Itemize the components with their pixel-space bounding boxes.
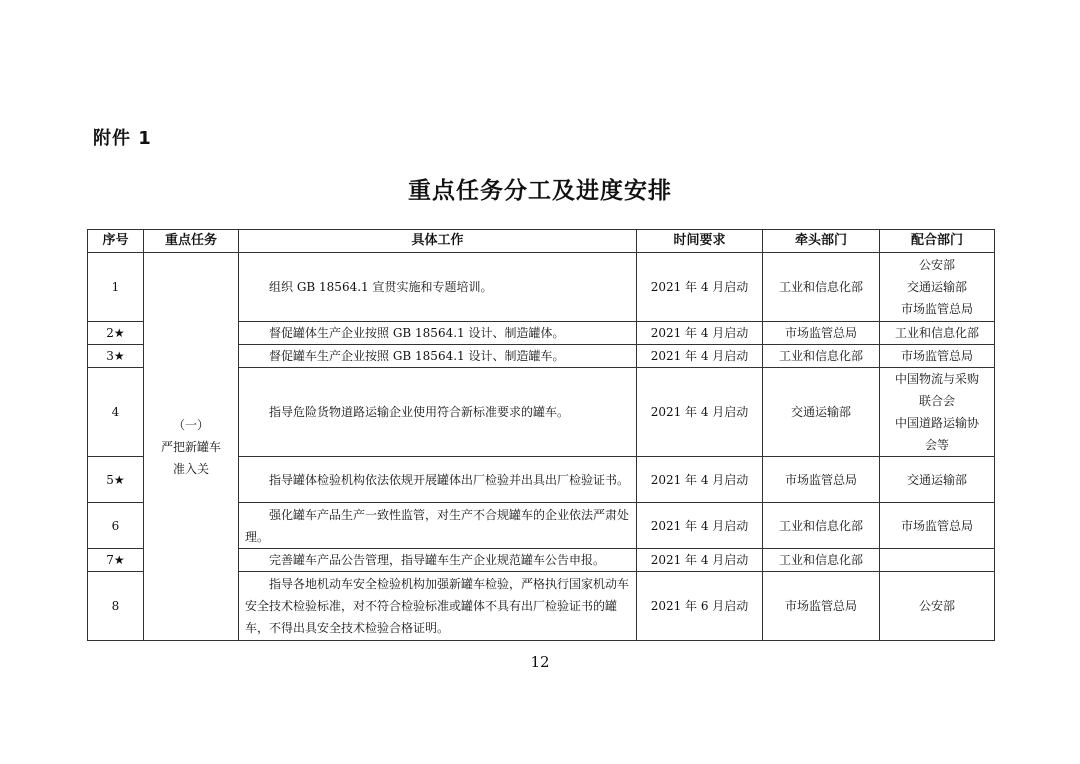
row-lead: 工业和信息化部 [763,345,880,368]
cooperate-dept: 交通运输部 [906,280,967,294]
row-seq: 2★ [88,322,144,345]
header-task: 重点任务 [144,230,239,253]
row-time: 2021 年 6 月启动 [637,572,763,641]
row-work: 完善罐车产品公告管理，指导罐车生产企业规范罐车公告申报。 [239,549,637,572]
row-work: 强化罐车产品生产一致性监管，对生产不合规罐车的企业依法严肃处理。 [239,503,637,549]
task-table [87,229,995,641]
row-time: 2021 年 4 月启动 [637,322,763,345]
row-work: 指导各地机动车安全检验机构加强新罐车检验，严格执行国家机动车安全技术检验标准，对不符合检验标准或罐体不具有出厂检验证书的罐车，不得出具安全技术检验合格证明。 [239,572,637,641]
row-cooperate [880,368,995,457]
row-seq: 1 [88,253,144,322]
document-title: 重点任务分工及进度安排 [408,178,672,204]
cooperate-dept: 会等 [924,438,949,452]
row-time: 2021 年 4 月启动 [637,345,763,368]
row-lead: 工业和信息化部 [763,253,880,322]
row-cooperate [880,253,995,322]
cooperate-dept: 公安部 [918,258,955,272]
row-seq: 5★ [88,457,144,503]
row-cooperate [880,549,995,572]
cooperate-dept: 工业和信息化部 [894,326,979,340]
cooperate-dept: 联合会 [918,394,955,408]
row-cooperate [880,322,995,345]
row-lead: 工业和信息化部 [763,503,880,549]
page-number: 12 [530,653,550,671]
header-lead: 牵头部门 [763,230,880,253]
header-seq: 序号 [88,230,144,253]
row-lead: 市场监管总局 [763,457,880,503]
task-group-name-line2: 准入关 [172,461,209,476]
row-lead: 市场监管总局 [763,322,880,345]
row-lead: 交通运输部 [763,368,880,457]
task-group-cell [144,253,239,641]
cooperate-dept: 交通运输部 [906,472,967,487]
row-work: 指导罐体检验机构依法依规开展罐体出厂检验并出具出厂检验证书。 [239,457,637,503]
cooperate-dept: 市场监管总局 [900,349,973,363]
row-time: 2021 年 4 月启动 [637,368,763,457]
task-group-number: （一） [172,417,209,432]
header-cooperate: 配合部门 [880,230,995,253]
row-seq: 7★ [88,549,144,572]
task-table-body [88,253,995,641]
row-cooperate [880,345,995,368]
row-seq: 8 [88,572,144,641]
table-header-row [88,230,995,253]
row-time: 2021 年 4 月启动 [637,503,763,549]
row-work: 指导危险货物道路运输企业使用符合新标准要求的罐车。 [239,368,637,457]
cooperate-dept: 公安部 [918,599,955,613]
cooperate-dept: 中国物流与采购 [894,372,979,386]
row-time: 2021 年 4 月启动 [637,457,763,503]
row-work: 督促罐车生产企业按照 GB 18564.1 设计、制造罐车。 [239,345,637,368]
row-cooperate [880,457,995,503]
row-lead: 市场监管总局 [763,572,880,641]
row-time: 2021 年 4 月启动 [637,549,763,572]
attachment-label: 附件 1 [93,128,152,149]
row-cooperate [880,503,995,549]
cooperate-dept: 市场监管总局 [900,302,973,316]
row-seq: 3★ [88,345,144,368]
row-work: 督促罐体生产企业按照 GB 18564.1 设计、制造罐体。 [239,322,637,345]
row-cooperate [880,572,995,641]
row-work: 组织 GB 18564.1 宣贯实施和专题培训。 [239,253,637,322]
table-row [88,253,995,322]
row-seq: 4 [88,368,144,457]
header-time: 时间要求 [637,230,763,253]
header-work: 具体工作 [239,230,637,253]
row-time: 2021 年 4 月启动 [637,253,763,322]
row-lead: 工业和信息化部 [763,549,880,572]
cooperate-dept: 市场监管总局 [900,518,973,533]
task-group-name-line1: 严把新罐车 [160,439,221,454]
cooperate-dept: 中国道路运输协 [894,416,979,430]
row-seq: 6 [88,503,144,549]
